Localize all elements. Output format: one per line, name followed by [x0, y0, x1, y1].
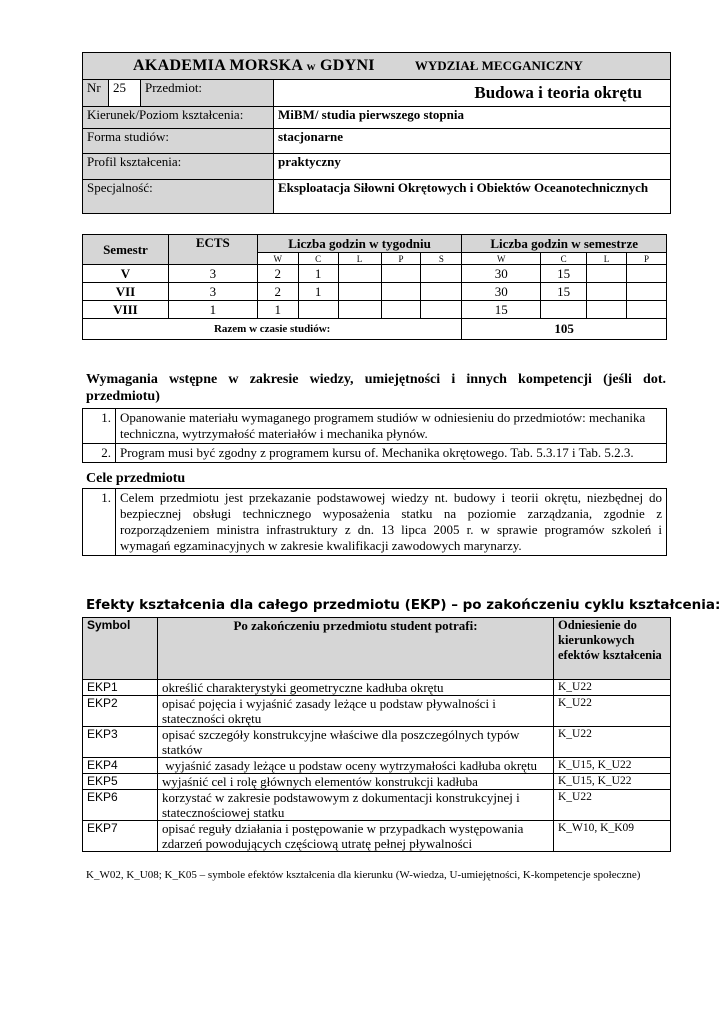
outcome-reference: K_U22 — [554, 696, 671, 727]
item-text: Program musi być zgodny z programem kursu of. Mechanika okrętowego. Tab. 5.3.17 i Tab. 5.2.3. — [116, 444, 667, 463]
list-item — [83, 409, 667, 444]
semester-row — [83, 283, 667, 301]
field-value: MiBM/ studia pierwszego stopnia — [274, 107, 671, 129]
table-row — [83, 821, 671, 852]
hours-cell — [627, 283, 667, 301]
semester-row — [83, 265, 667, 283]
hours-cell — [421, 283, 462, 301]
outcome-description: korzystać w zakresie podstawowym z dokumentacji konstrukcyjnej i statecznościowej statku — [158, 790, 554, 821]
outcome-description: określić charakterystyki geometryczne kadłuba okrętu — [158, 680, 554, 696]
goals-title: Cele przedmiotu — [86, 471, 186, 486]
outcome-reference: K_U22 — [554, 727, 671, 758]
hours-cell — [587, 301, 627, 319]
hours-cell — [587, 283, 627, 301]
hours-cell: 15 — [541, 283, 587, 301]
semester-cell: V — [83, 265, 169, 283]
table-row — [83, 696, 671, 727]
description-header: Po zakończeniu przedmiotu student potrafi: — [158, 618, 554, 680]
hours-cell — [627, 301, 667, 319]
hours-cell: 1 — [298, 265, 338, 283]
table-row — [83, 727, 671, 758]
requirements-table — [82, 408, 667, 463]
specialty-label: Specjalność: — [83, 180, 274, 214]
outcome-description: opisać pojęcia i wyjaśnić zasady leżące u podstaw pływalności i stateczności okrętu — [158, 696, 554, 727]
ects-cell: 3 — [168, 283, 257, 301]
table-row — [83, 774, 671, 790]
table-row — [83, 758, 671, 774]
outcome-symbol: EKP4 — [83, 758, 158, 774]
item-text: Celem przedmiotu jest przekazanie podstawowej wiedzy nt. budowy i teorii okrętu, niezbędnej do bezpiecznej obsługi technicznego wyposażenia statku na poziomie zarządzania, zgodnie z rozporządzeniem ministra infrastruktury z dn. 13 lipca 2005 r. w sprawie programów szkoleń i wymagań egzaminacyjnych w zakresie kwalifikacji zawodowych marynarzy. — [116, 489, 667, 556]
outcome-symbol: EKP7 — [83, 821, 158, 852]
ects-header: ECTS — [168, 235, 257, 265]
total-value: 105 — [462, 319, 667, 340]
outcome-description: opisać reguły działania i postępowanie w przypadkach występowania zdarzeń powodujących częściową utratę pełnej pływalności — [158, 821, 554, 852]
reference-header: Odniesienie do kierunkowych efektów kształcenia — [554, 618, 671, 680]
hours-cell: 15 — [541, 265, 587, 283]
hours-cell: 1 — [298, 283, 338, 301]
hours-cell — [381, 301, 421, 319]
symbol-header: Symbol — [83, 618, 158, 680]
outcome-symbol: EKP5 — [83, 774, 158, 790]
hours-cell — [381, 265, 421, 283]
profile-value: praktyczny — [274, 154, 671, 180]
subject-label: Przedmiot: — [141, 80, 274, 107]
outcome-description: wyjaśnić zasady leżące u podstaw oceny wytrzymałości kadłuba okrętu — [158, 758, 554, 774]
hours-cell — [338, 265, 381, 283]
semester-header: Semestr — [83, 235, 169, 265]
hours-cell — [627, 265, 667, 283]
hours-cell — [338, 283, 381, 301]
hours-cell — [338, 301, 381, 319]
weekly-hours-header: Liczba godzin w tygodniu — [257, 235, 462, 253]
course-header-table — [82, 52, 671, 214]
outcomes-table — [82, 617, 671, 852]
field-label: Kierunek/Poziom kształcenia: — [83, 107, 274, 129]
hours-cell: 15 — [462, 301, 541, 319]
sub-header: L — [587, 253, 627, 265]
study-form-label: Forma studiów: — [83, 129, 274, 154]
sub-header: P — [627, 253, 667, 265]
outcome-symbol: EKP1 — [83, 680, 158, 696]
outcome-symbol: EKP3 — [83, 727, 158, 758]
hours-cell: 30 — [462, 265, 541, 283]
outcome-symbol: EKP2 — [83, 696, 158, 727]
sub-header: L — [338, 253, 381, 265]
hours-cell — [421, 301, 462, 319]
hours-cell — [298, 301, 338, 319]
outcome-reference: K_U15, K_U22 — [554, 758, 671, 774]
list-item — [83, 444, 667, 463]
hours-cell: 2 — [257, 283, 298, 301]
hours-cell — [381, 283, 421, 301]
subject-value: Budowa i teoria okrętu — [274, 80, 671, 107]
ects-cell: 3 — [168, 265, 257, 283]
sub-header: W — [257, 253, 298, 265]
faculty-name: WYDZIAŁ MECGANICZNY — [414, 58, 583, 73]
outcome-reference: K_W10, K_K09 — [554, 821, 671, 852]
sub-header: S — [421, 253, 462, 265]
item-number: 1. — [83, 489, 116, 556]
item-number: 2. — [83, 444, 116, 463]
hours-cell — [541, 301, 587, 319]
table-row — [83, 790, 671, 821]
semester-hours-table — [82, 234, 667, 340]
requirements-title: Wymagania wstępne w zakresie wiedzy, umiejętności i innych kompetencji (jeśli dot. przedmiotu) — [86, 372, 666, 404]
outcomes-footnote: K_W02, K_U08; K_K05 – symbole efektów kształcenia dla kierunku (W-wiedza, U-umiejętności, K-kompetencje społeczne) — [86, 869, 641, 881]
semester-cell: VII — [83, 283, 169, 301]
academy-name: AKADEMIA MORSKA w GDYNI — [133, 57, 375, 74]
institution-row — [83, 53, 671, 80]
outcomes-title: Efekty kształcenia dla całego przedmiotu (EKP) – po zakończeniu cyklu kształcenia: — [86, 597, 721, 613]
outcome-reference: K_U22 — [554, 790, 671, 821]
sub-header: W — [462, 253, 541, 265]
specialty-value: Eksploatacja Siłowni Okrętowych i Obiektów Oceanotechnicznych — [274, 180, 671, 214]
item-text: Opanowanie materiału wymaganego programem studiów w odniesieniu do przedmiotów: mechanika techniczna, wytrzymałość materiałów i mechanika płynów. — [116, 409, 667, 444]
list-item — [83, 489, 667, 556]
total-label: Razem w czasie studiów: — [83, 319, 462, 340]
semester-hours-header: Liczba godzin w semestrze — [462, 235, 667, 253]
profile-label: Profil kształcenia: — [83, 154, 274, 180]
semester-row — [83, 301, 667, 319]
outcome-reference: K_U22 — [554, 680, 671, 696]
hours-cell — [421, 265, 462, 283]
table-row — [83, 680, 671, 696]
sub-header: C — [298, 253, 338, 265]
outcome-reference: K_U15, K_U22 — [554, 774, 671, 790]
outcome-symbol: EKP6 — [83, 790, 158, 821]
sub-header: C — [541, 253, 587, 265]
hours-cell: 30 — [462, 283, 541, 301]
nr-label: Nr — [83, 80, 109, 107]
sub-header: P — [381, 253, 421, 265]
outcome-description: wyjaśnić cel i rolę głównych elementów konstrukcji kadłuba — [158, 774, 554, 790]
hours-cell: 1 — [257, 301, 298, 319]
item-number: 1. — [83, 409, 116, 444]
goals-table — [82, 488, 667, 556]
semester-cell: VIII — [83, 301, 169, 319]
nr-value: 25 — [109, 80, 141, 107]
hours-cell — [587, 265, 627, 283]
study-form-value: stacjonarne — [274, 129, 671, 154]
outcome-description: opisać szczegóły konstrukcyjne właściwe dla poszczególnych typów statków — [158, 727, 554, 758]
ects-cell: 1 — [168, 301, 257, 319]
hours-cell: 2 — [257, 265, 298, 283]
